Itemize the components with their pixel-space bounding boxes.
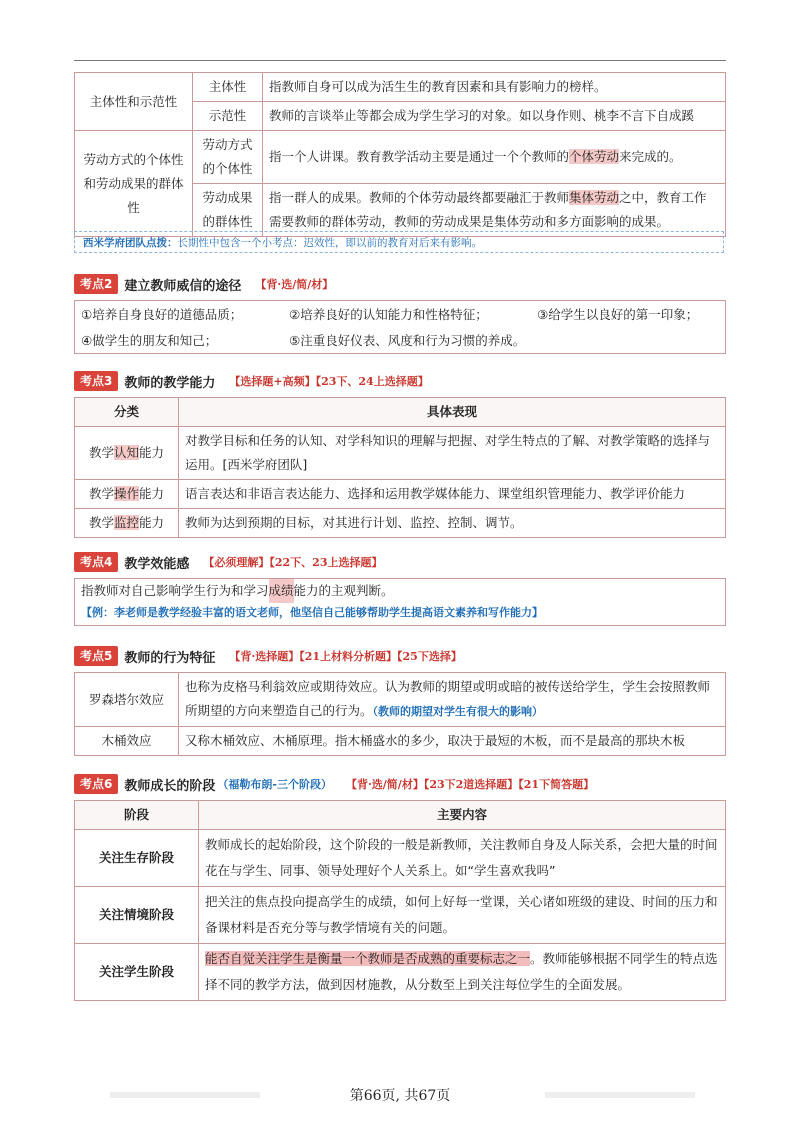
section-header-kd6 bbox=[74, 773, 602, 795]
table-row bbox=[75, 73, 726, 102]
table-row bbox=[75, 830, 726, 887]
section-header-kd5 bbox=[74, 645, 470, 667]
section-title: 教师成长的阶段 bbox=[124, 778, 216, 794]
text-cell: 指教师自身可以成为活生生的教育因素和具有影响力的榜样。 bbox=[263, 73, 726, 102]
table-row bbox=[75, 427, 726, 480]
kd-badge: 考点6 bbox=[74, 774, 118, 794]
definition-text: 指教师对自己影响学生行为和学习成绩能力的主观判断。 bbox=[81, 579, 394, 603]
text-cell: 对教学目标和任务的认知、对学科知识的理解与把握、对学生特点的了解、对教学策略的选择与运用。[西米学府团队] bbox=[179, 427, 726, 480]
text-cell: 教师为达到预期的目标，对其进行计划、监控、控制、调节。 bbox=[179, 509, 726, 538]
section-header-kd3 bbox=[74, 370, 437, 392]
kd-badge: 考点4 bbox=[74, 552, 118, 572]
list-item: ①培养自身良好的道德品质； bbox=[81, 307, 243, 322]
authority-ways-box bbox=[74, 300, 726, 354]
tip-text: 长期性中包含一个小考点：迟效性，即以前的教育对后来有影响。 bbox=[177, 237, 482, 249]
sub-cell: 劳动成果的群体性 bbox=[193, 184, 263, 237]
teacher-labor-table bbox=[74, 72, 726, 237]
section-tag: 【必须理解】【22下、23上选择题】 bbox=[203, 556, 383, 569]
text-cell: 指一个人讲课。教育教学活动主要是通过一个个教师的个体劳动来完成的。 bbox=[263, 131, 726, 184]
tip-note bbox=[74, 231, 724, 253]
kd-badge: 考点3 bbox=[74, 371, 118, 391]
table-row bbox=[75, 131, 726, 184]
list-item: ④做学生的朋友和知己； bbox=[81, 333, 218, 348]
sub-cell: 主体性 bbox=[193, 73, 263, 102]
top-rule bbox=[74, 60, 726, 61]
section-subtitle: （福勒布朗-三个阶段） bbox=[217, 778, 332, 791]
kd-badge: 考点5 bbox=[74, 646, 118, 666]
list-item: ③给学生以良好的第一印象； bbox=[537, 307, 699, 322]
stage-cell: 关注学生阶段 bbox=[75, 944, 199, 1001]
column-header: 主要内容 bbox=[199, 801, 726, 830]
list-row bbox=[75, 328, 725, 354]
table-row bbox=[75, 944, 726, 1001]
behavior-traits-table bbox=[74, 672, 726, 756]
section-header-kd4 bbox=[74, 551, 391, 573]
section-title: 教师的教学能力 bbox=[124, 375, 216, 391]
table-header bbox=[75, 801, 726, 830]
stage-cell: 关注情境阶段 bbox=[75, 887, 199, 944]
table-row bbox=[75, 673, 726, 727]
text-cell: 教师成长的起始阶段，这个阶段的一般是新教师，关注教师自身及人际关系，会把大量的时间花在与学生、同事、领导处理好个人关系上。如“学生喜欢我吗” bbox=[199, 830, 726, 887]
category-cell: 教学监控能力 bbox=[75, 509, 179, 538]
table-row bbox=[75, 480, 726, 509]
stage-cell: 关注生存阶段 bbox=[75, 830, 199, 887]
text-cell: 指一群人的成果。教师的个体劳动最终都要融汇于教师集体劳动之中，教育工作需要教师的群体劳动，教师的劳动成果是集体劳动和多方面影响的成果。 bbox=[263, 184, 726, 237]
table-header bbox=[75, 398, 726, 427]
example-text: 【例：李老师是教学经验丰富的语文老师，他坚信自己能够帮助学生提高语文素养和写作能力】 bbox=[81, 606, 543, 619]
category-cell: 教学认知能力 bbox=[75, 427, 179, 480]
table-row bbox=[75, 727, 726, 756]
text-cell: 又称木桶效应、木桶原理。指木桶盛水的多少，取决于最短的木板，而不是最高的那块木板 bbox=[179, 727, 726, 756]
table-row bbox=[75, 887, 726, 944]
text-cell: 把关注的焦点投向提高学生的成绩，如何上好每一堂课，关心诸如班级的建设、时间的压力和备课材料是否充分等与教学情境有关的问题。 bbox=[199, 887, 726, 944]
list-item: ⑤注重良好仪表、风度和行为习惯的养成。 bbox=[289, 333, 526, 348]
example-row bbox=[75, 603, 725, 623]
list-row bbox=[75, 302, 725, 328]
sub-cell: 劳动方式的个体性 bbox=[193, 131, 263, 184]
page-number: 第66页, 共67页 bbox=[349, 1088, 451, 1104]
section-title: 教学效能感 bbox=[124, 556, 190, 572]
text-cell: 语言表达和非语言表达能力、选择和运用教学媒体能力、课堂组织管理能力、教学评价能力 bbox=[179, 480, 726, 509]
group-cell: 主体性和示范性 bbox=[75, 73, 193, 131]
kd-badge: 考点2 bbox=[74, 274, 118, 294]
sub-cell: 示范性 bbox=[193, 102, 263, 131]
column-header: 具体表现 bbox=[179, 398, 726, 427]
section-header-kd2 bbox=[74, 273, 341, 295]
text-cell: 也称为皮格马利翁效应或期待效应。认为教师的期望或明或暗的被传送给学生，学生会按照教师所期望的方向来塑造自己的行为。（教师的期望对学生有很大的影响） bbox=[179, 673, 726, 727]
name-cell: 罗森塔尔效应 bbox=[75, 673, 179, 727]
tip-label: 西米学府团队点拨： bbox=[83, 237, 178, 249]
text-cell: 教师的言谈举止等都会成为学生学习的对象。如以身作则、桃李不言下自成蹊 bbox=[263, 102, 726, 131]
growth-stages-table bbox=[74, 800, 726, 1001]
name-cell: 木桶效应 bbox=[75, 727, 179, 756]
section-tag: 【背·选择题】【21上材料分析题】【25下选择】 bbox=[229, 650, 462, 663]
definition-row bbox=[75, 579, 725, 603]
section-title: 教师的行为特征 bbox=[124, 650, 216, 666]
section-tag: 【背·选/简/材】【23下2道选择题】【21下简答题】 bbox=[345, 778, 595, 791]
column-header: 分类 bbox=[75, 398, 179, 427]
group-cell: 劳动方式的个体性和劳动成果的群体性 bbox=[75, 131, 193, 237]
column-header: 阶段 bbox=[75, 801, 199, 830]
table-row bbox=[75, 509, 726, 538]
category-cell: 教学操作能力 bbox=[75, 480, 179, 509]
section-title: 建立教师威信的途径 bbox=[124, 278, 242, 294]
section-tag: 【背·选/简/材】 bbox=[255, 278, 334, 291]
efficacy-box bbox=[74, 578, 726, 626]
teaching-ability-table bbox=[74, 397, 726, 538]
text-cell: 能否自觉关注学生是衡量一个教师是否成熟的重要标志之一。教师能够根据不同学生的特点选择不同的教学方法，做到因材施教，从分数至上到关注每位学生的全面发展。 bbox=[199, 944, 726, 1001]
section-tag: 【选择题+高频】【23下、24上选择题】 bbox=[229, 375, 429, 388]
list-item: ②培养良好的认知能力和性格特征； bbox=[289, 307, 488, 322]
